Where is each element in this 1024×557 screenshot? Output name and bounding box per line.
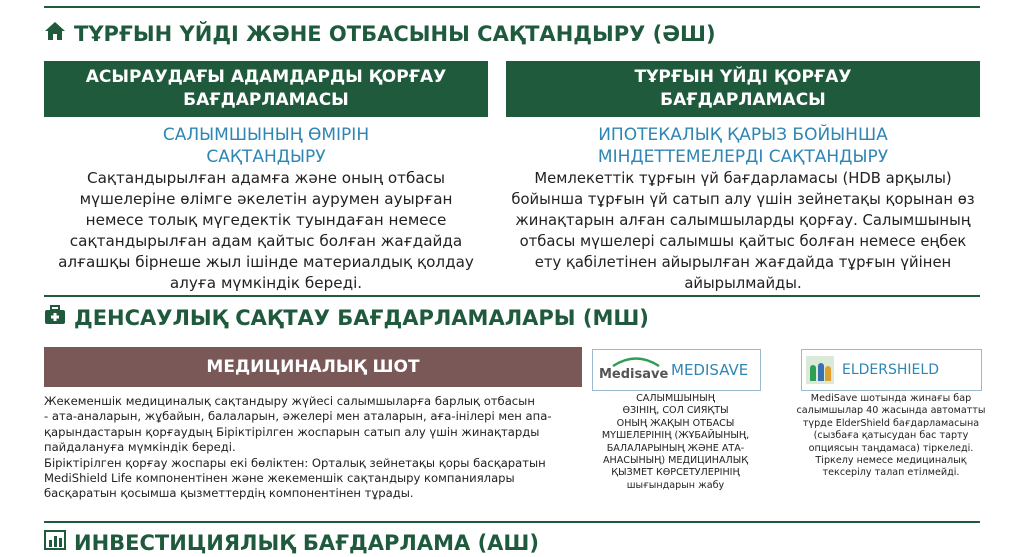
eldershield-card (801, 349, 982, 391)
medisave-card (592, 349, 761, 391)
section-title-housing (44, 21, 716, 46)
text-line: немесе толық мүгедектік туындаған немесе (85, 211, 447, 229)
text-line: айырылмайды. (684, 275, 802, 292)
text-line: алуға мүмкіндік береді. (169, 274, 363, 292)
text-line: МҮШЕЛЕРІНІҢ (ЖҰБАЙЫНЫҢ, (601, 430, 750, 442)
medical-account-header (44, 347, 582, 387)
medisave-logo-text: Medisave (599, 367, 669, 382)
header-line: БАҒДАРЛАМАСЫ (660, 90, 826, 110)
text-line: қарындастарын қорғаудың Біріктірілген жоспарын сатып алу үшін жинақтарды (44, 424, 540, 439)
text-line: жинақтарын алған салымшыларды қорғау. Салымшының (515, 212, 971, 229)
text-line: (сызбаға қатысудан бас тарту (813, 430, 969, 442)
subtitle-line: САҚТАНДЫРУ (206, 147, 326, 167)
text-line: тексерілу талап етілмейді. (822, 467, 960, 479)
text-line: MediSave шотында жинағы бар (810, 393, 972, 404)
header-line: АСЫРАУДАҒЫ АДАМДАРДЫ ҚОРҒАУ (85, 67, 447, 87)
section-rule (44, 521, 980, 523)
medical-account-label: МЕДИЦИНАЛЫҚ ШОТ (206, 357, 420, 377)
text-line: Сақтандырылған адамға және оның отбасы (86, 169, 446, 187)
text-line: алғашқы бірнеше жыл ішінде материалдық қолдау (58, 253, 474, 271)
life-insurance-subtitle (44, 124, 488, 168)
medisave-logo (599, 350, 669, 390)
section-rule (44, 295, 980, 297)
section-title-text: ТҰРҒЫН ҮЙДІ ЖӘНЕ ОТБАСЫНЫ САҚТАНДЫРУ (ӘШ) (74, 21, 716, 46)
text-line: шығындарын жабу (626, 479, 725, 491)
eldershield-logo-icon (806, 356, 834, 384)
text-line: Мемлекеттік тұрғын үй бағдарламасы (HDB арқылы) (534, 170, 952, 187)
dependants-protection-description (30, 168, 502, 294)
text-line: MediShield Life компонентінен және жекеменшік сақтандыру компаниялары (44, 471, 515, 486)
text-line: Жекеменшік медициналық сақтандыру жүйесі салымшыларға барлық отбасын (44, 394, 535, 408)
text-line: сақтандырылған адам қайтыс болған жағдайда (69, 232, 463, 250)
home-protection-header (506, 61, 980, 117)
text-line: мүшелеріне өлімге әкелетін аурумен ауырған (79, 190, 453, 208)
header-line: ТҰРҒЫН ҮЙДІ ҚОРҒАУ (634, 67, 852, 87)
eldershield-title: ELDERSHIELD (842, 362, 939, 378)
text-line: - ата-аналарын, жұбайын, балаларын, әжелері мен аталарын, аға-інілері мен апа- (44, 409, 552, 424)
mortgage-insurance-subtitle (506, 124, 980, 168)
text-line: ету қабілетінен айырылған жағдайда тұрғын үйінен (534, 254, 952, 271)
medical-kit-icon (44, 305, 66, 330)
home-protection-description (496, 168, 990, 294)
medical-account-description (44, 394, 589, 502)
top-rule (44, 6, 980, 8)
subtitle-line: САЛЫМШЫНЫҢ ӨМІРІН (162, 125, 370, 145)
text-line: САЛЫМШЫНЫҢ (636, 393, 715, 404)
header-line: БАҒДАРЛАМАСЫ (183, 90, 349, 110)
bar-chart-icon (44, 530, 66, 555)
section-title-investment (44, 530, 539, 555)
medisave-description (590, 393, 761, 492)
text-line: ҚЫЗМЕТ КӨРСЕТУЛЕРІНІҢ (611, 467, 740, 479)
text-line: түрде ElderShield бағдарламасына (802, 417, 980, 429)
text-line: бойынша тұрғын үй сатып алу үшін зейнетақы қорынан өз (511, 191, 975, 208)
subtitle-line: МІНДЕТТЕМЕЛЕРДІ САҚТАНДЫРУ (597, 147, 889, 167)
dependants-protection-header (44, 61, 488, 117)
text-line: АНАСЫНЫҢ) МЕДИЦИНАЛЫҚ (602, 455, 749, 467)
eldershield-description (776, 393, 1006, 480)
medisave-title: MEDISAVE (671, 361, 749, 379)
text-line: опциясын таңдамаса) тіркеледі. (808, 442, 974, 454)
text-line: БАЛАЛАРЫНЫҢ ЖӘНЕ АТА- (606, 442, 745, 454)
text-line: басқаратын қосымша қызметтердің компонентінен тұрады. (44, 486, 414, 501)
text-line: отбасы мүшелері салымшы қайтыс болған немесе еңбек (519, 233, 967, 250)
home-icon (44, 21, 66, 46)
section-title-text: ИНВЕСТИЦИЯЛЫҚ БАҒДАРЛАМА (АШ) (74, 530, 539, 555)
section-title-text: ДЕНСАУЛЫҚ САҚТАУ БАҒДАРЛАМАЛАРЫ (МШ) (74, 305, 649, 330)
subtitle-line: ИПОТЕКАЛЫҚ ҚАРЫЗ БОЙЫНША (598, 125, 888, 145)
text-line: Біріктірілген қорғау жоспары екі бөліктен: Орталық зейнетақы қоры басқаратын (44, 455, 546, 470)
text-line: салымшылар 40 жасында автоматты (796, 405, 986, 417)
text-line: ӨЗІНІҢ, СОЛ СИЯҚТЫ (622, 405, 729, 417)
text-line: Тіркелу немесе медициналық (815, 455, 967, 467)
text-line: ОНЫҢ ЖАҚЫН ОТБАСЫ (616, 417, 735, 429)
text-line: пайдалануға мүмкіндік береді. (44, 440, 236, 455)
medisave-arc-icon (611, 355, 661, 367)
section-title-health (44, 305, 649, 330)
